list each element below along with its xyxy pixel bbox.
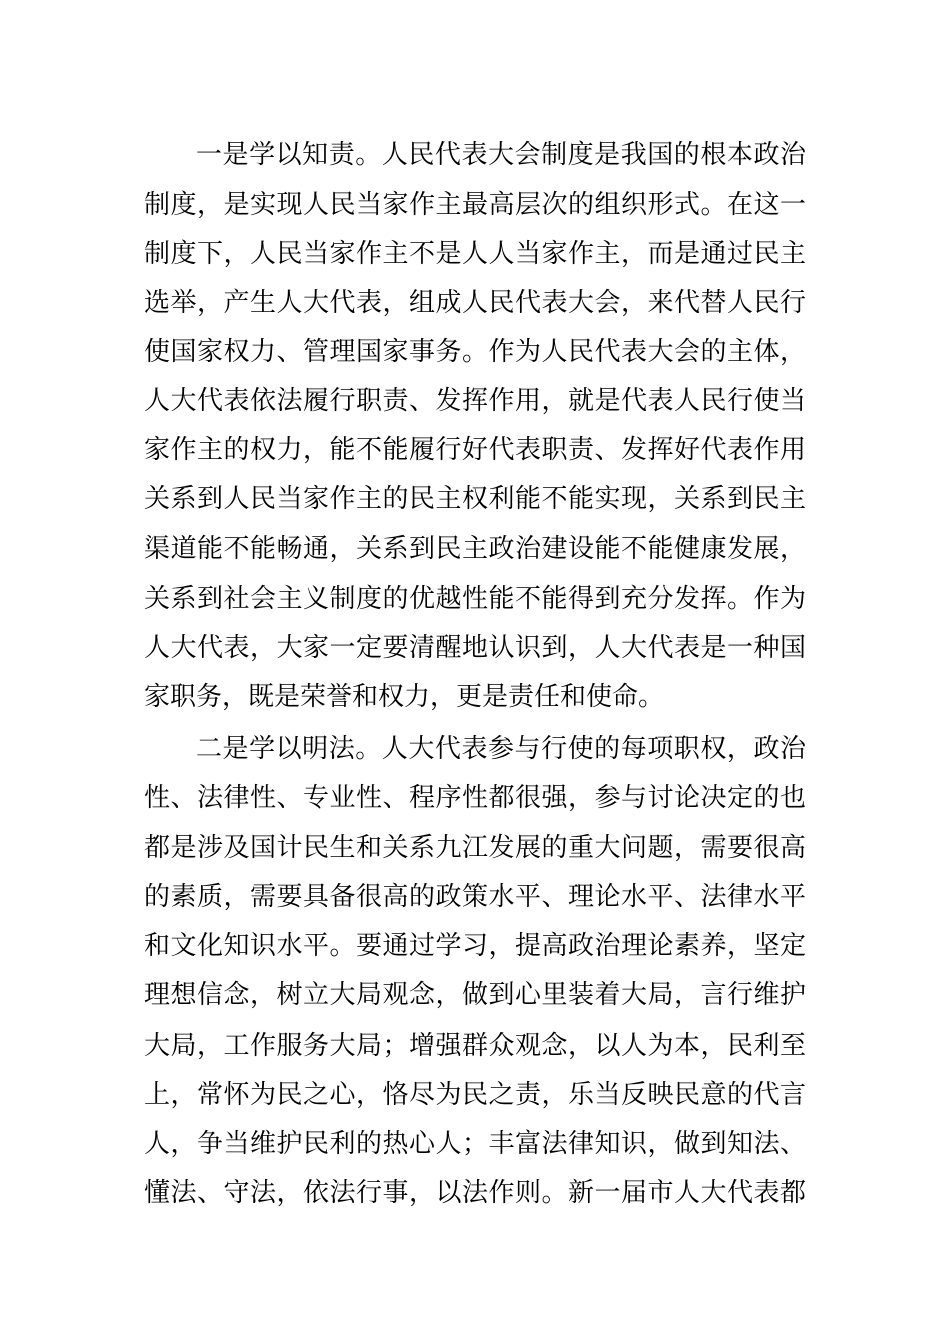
text-line: 人大代表依法履行职责、发挥作用，就是代表人民行使当: [144, 386, 806, 416]
text-line: 的素质，需要具备很高的政策水平、理论水平、法律水平: [144, 882, 806, 912]
text-line: 人大代表，大家一定要清醒地认识到，人大代表是一种国: [144, 633, 806, 663]
text-line: 理想信念，树立大局观念，做到心里装着大局，言行维护: [144, 980, 806, 1010]
text-line: 家职务，既是荣誉和权力，更是责任和使命。: [144, 682, 665, 712]
text-line: 使国家权力、管理国家事务。作为人民代表大会的主体，: [144, 337, 806, 367]
text-line: 大局，工作服务大局；增强群众观念，以人为本，民利至: [144, 1031, 806, 1061]
text-line: 二是学以明法。人大代表参与行使的每项职权，政治: [196, 734, 806, 764]
text-line: 上，常怀为民之心，恪尽为民之责，乐当反映民意的代言: [144, 1080, 806, 1110]
text-line: 性、法律性、专业性、程序性都很强，参与讨论决定的也: [144, 783, 806, 813]
text-line: 制度，是实现人民当家作主最高层次的组织形式。在这一: [144, 190, 806, 220]
text-line: 都是涉及国计民生和关系九江发展的重大问题，需要很高: [144, 833, 806, 863]
text-line: 制度下，人民当家作主不是人人当家作主，而是通过民主: [144, 239, 806, 269]
text-line: 懂法、守法，依法行事，以法作则。新一届市人大代表都: [144, 1178, 806, 1208]
text-line: 和文化知识水平。要通过学习，提高政治理论素养，坚定: [144, 931, 806, 961]
text-line: 家作主的权力，能不能履行好代表职责、发挥好代表作用: [144, 435, 806, 465]
text-line: 关系到社会主义制度的优越性能不能得到充分发挥。作为: [144, 584, 806, 614]
text-line: 渠道能不能畅通，关系到民主政治建设能不能健康发展，: [144, 534, 806, 564]
text-line: 一是学以知责。人民代表大会制度是我国的根本政治: [196, 140, 806, 170]
text-line: 选举，产生人大代表，组成人民代表大会，来代替人民行: [144, 288, 806, 318]
text-line: 人，争当维护民利的热心人；丰富法律知识，做到知法、: [144, 1129, 806, 1159]
text-line: 关系到人民当家作主的民主权利能不能实现，关系到民主: [144, 484, 806, 514]
